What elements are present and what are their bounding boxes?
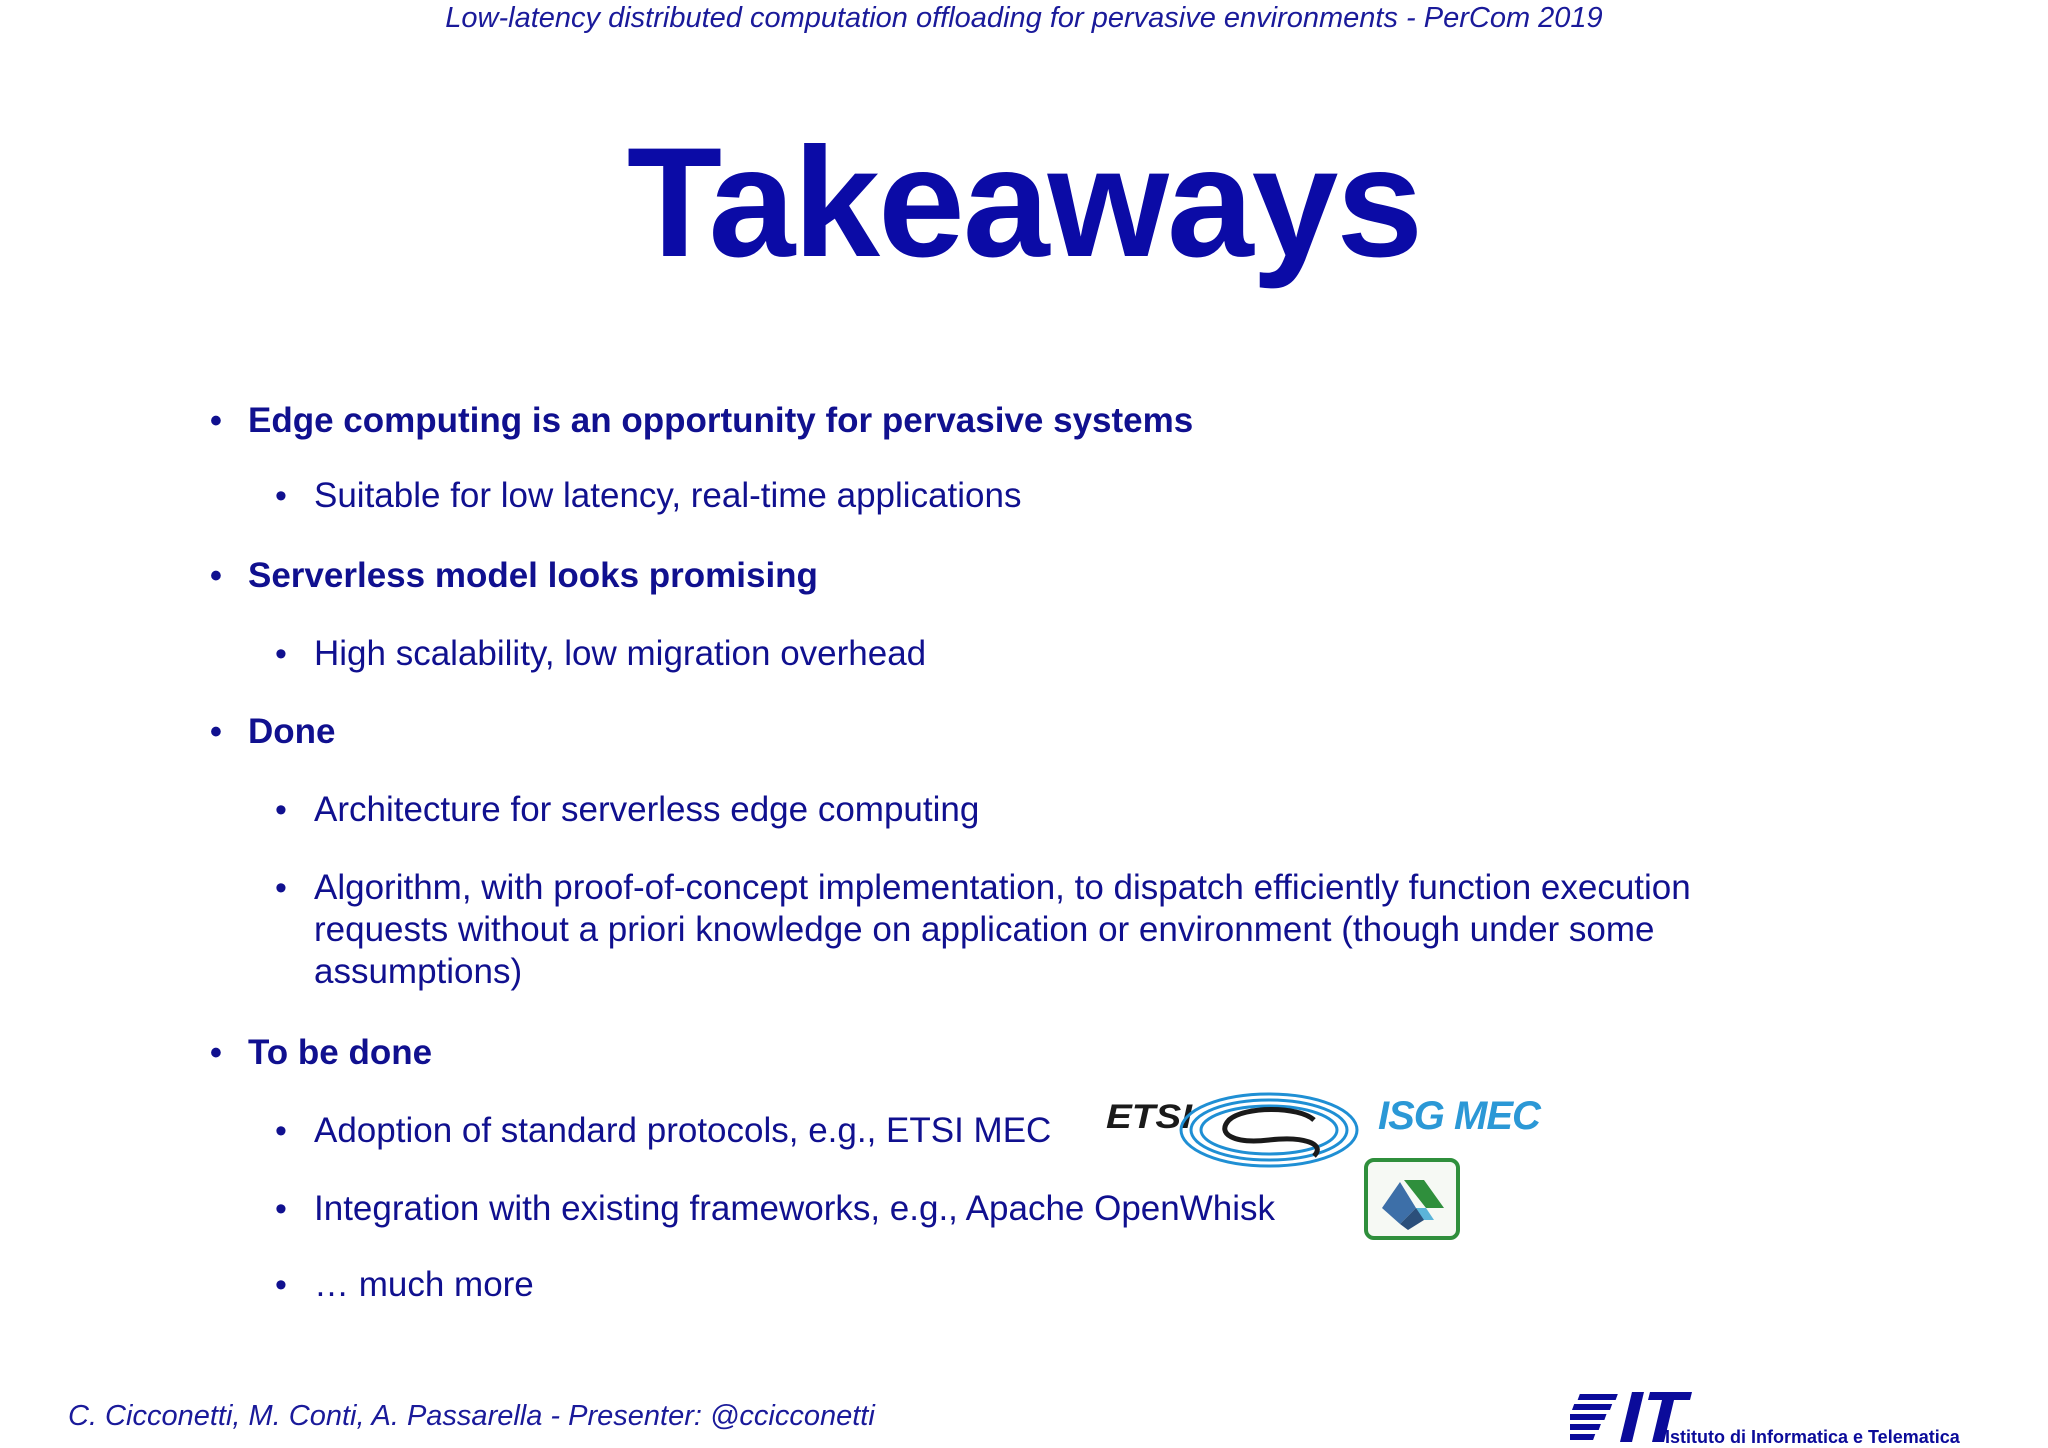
bullet-item bbox=[275, 1264, 534, 1306]
bullet-text: Integration with existing frameworks, e.g., Apache OpenWhisk bbox=[314, 1189, 1276, 1228]
bullet-dot-icon: • bbox=[210, 402, 222, 440]
bullet-item bbox=[275, 789, 980, 831]
slide-footer-authors: C. Cicconetti, M. Conti, A. Passarella - Presenter: @ccicconetti bbox=[68, 1400, 875, 1432]
bullet-text: To be done bbox=[248, 1033, 433, 1072]
bullet-dot-icon: • bbox=[275, 869, 287, 907]
isg-mec-logo-text: ISG MEC bbox=[1378, 1094, 1540, 1138]
etsi-logo bbox=[1104, 1092, 1366, 1172]
bullet-dot-icon: • bbox=[275, 1112, 287, 1150]
bullet-dot-icon: • bbox=[210, 1034, 222, 1072]
etsi-logo-text: ETSI bbox=[1106, 1098, 1194, 1136]
bullet-item bbox=[210, 711, 336, 753]
bullet-dot-icon: • bbox=[210, 557, 222, 595]
bullet-item bbox=[275, 867, 1834, 993]
bullet-text: High scalability, low migration overhead bbox=[314, 634, 927, 673]
bullet-text: Edge computing is an opportunity for pervasive systems bbox=[248, 401, 1194, 440]
bullet-text: Serverless model looks promising bbox=[248, 556, 818, 595]
bullet-item bbox=[275, 1188, 1276, 1230]
slide-header: Low-latency distributed computation offloading for pervasive environments - PerCom 2019 bbox=[445, 2, 1603, 34]
bullet-item bbox=[210, 1032, 433, 1074]
iit-logo-text: Istituto di Informatica e Telematica bbox=[1665, 1427, 1960, 1447]
bullet-text: Adoption of standard protocols, e.g., ETSI MEC bbox=[314, 1111, 1052, 1150]
bullet-text: Architecture for serverless edge computing bbox=[314, 790, 980, 829]
bullet-text: Done bbox=[248, 712, 336, 751]
bullet-text: Suitable for low latency, real-time applications bbox=[314, 476, 1022, 515]
bullet-item bbox=[275, 1110, 1052, 1152]
bullet-dot-icon: • bbox=[210, 713, 222, 751]
bullet-item bbox=[275, 633, 927, 675]
bullet-item bbox=[210, 400, 1194, 442]
bullet-dot-icon: • bbox=[275, 1266, 287, 1304]
bullet-dot-icon: • bbox=[275, 791, 287, 829]
bullet-text: Algorithm, with proof-of-concept implementation, to dispatch efficiently function execution requests without a priori knowledge on application or environment (though under some assumptions) bbox=[314, 868, 1691, 991]
bullet-dot-icon: • bbox=[275, 477, 287, 515]
bullet-dot-icon: • bbox=[275, 1190, 287, 1228]
bullet-item bbox=[210, 555, 818, 597]
bullet-text: … much more bbox=[314, 1265, 534, 1304]
bullet-dot-icon: • bbox=[275, 635, 287, 673]
openwhisk-logo bbox=[1364, 1158, 1462, 1242]
slide-title: Takeaways bbox=[626, 116, 1422, 290]
bullet-item bbox=[275, 475, 1022, 517]
